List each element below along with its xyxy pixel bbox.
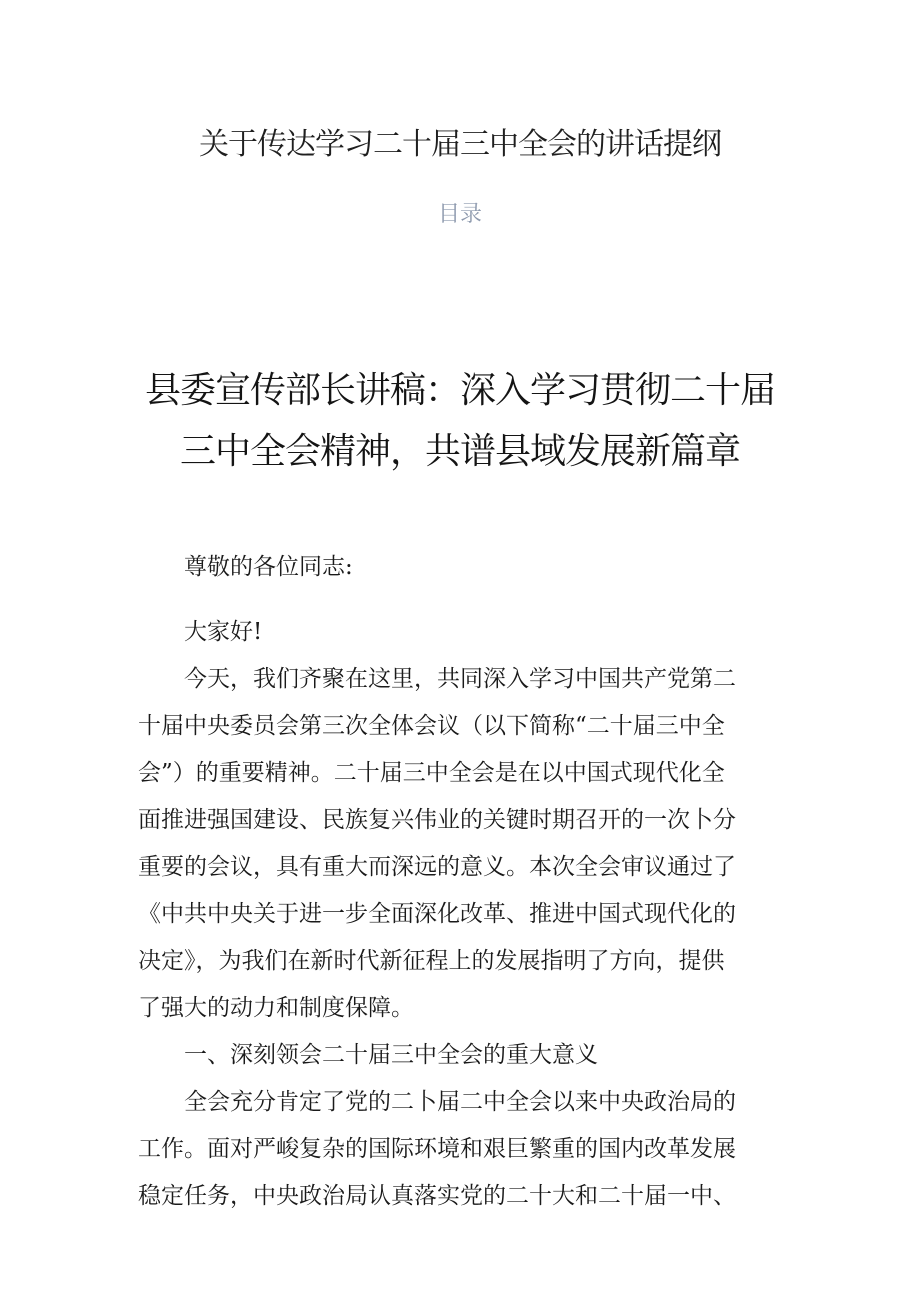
speech-title-line-2: 三中全会精神，共谱县域发展新篇章: [179, 431, 740, 472]
paragraph-1: [138, 656, 783, 1032]
paragraph-2-line: 稳定任务，中央政治局认真落实党的二十大和二十届一中、: [138, 1183, 736, 1209]
table-of-contents-label[interactable]: 目录: [437, 202, 482, 227]
document-title: 关于传达学习二十届三中全会的讲话提纲: [199, 127, 721, 162]
salutation: 尊敬的各位同志:: [184, 554, 353, 580]
paragraph-2: [138, 1079, 783, 1220]
speech-body: [138, 544, 783, 1220]
paragraph-2-line: 工作。面对严峻复杂的国际环境和艰巨繁重的国内改革发展: [138, 1136, 736, 1162]
paragraph-1-line: 十届中央委员会第三次全体会议（以下简称“二十届三中全: [138, 713, 725, 739]
greeting: 大家好!: [184, 619, 263, 645]
paragraph-1-line: 今天，我们齐聚在这里，共同深入学习中国共产党第二: [184, 666, 736, 692]
paragraph-1-line: 了强大的动力和制度保障。: [138, 995, 414, 1021]
paragraph-1-line: 《中共中央关于进一步全面深化改革、推进中国式现代化的: [138, 901, 736, 927]
paragraph-1-line: 面推进强国建设、民族复兴伟业的关键时期召开的一次卜分: [138, 807, 736, 833]
paragraph-2-line: 全会充分肯定了党的二卜届二中全会以来中央政治局的: [184, 1089, 736, 1115]
speech-title-line-1: 县委宣传部长讲稿：深入学习贯彻二十届: [144, 370, 775, 411]
paragraph-gap: [138, 591, 783, 609]
paragraph-1-line: 重要的会议，具有重大而深远的意义。本次全会审议通过了: [138, 854, 736, 880]
section-1-heading: 一、深刻领会二十届三中全会的重大意义: [184, 1042, 598, 1068]
paragraph-1-line: 会”）的重要精神。二十届三中全会是在以中国式现代化全: [138, 760, 725, 786]
speech-title: [140, 360, 780, 482]
paragraph-1-line: 决定》，为我们在新时代新征程上的发展指明了方向，提供: [138, 948, 725, 974]
